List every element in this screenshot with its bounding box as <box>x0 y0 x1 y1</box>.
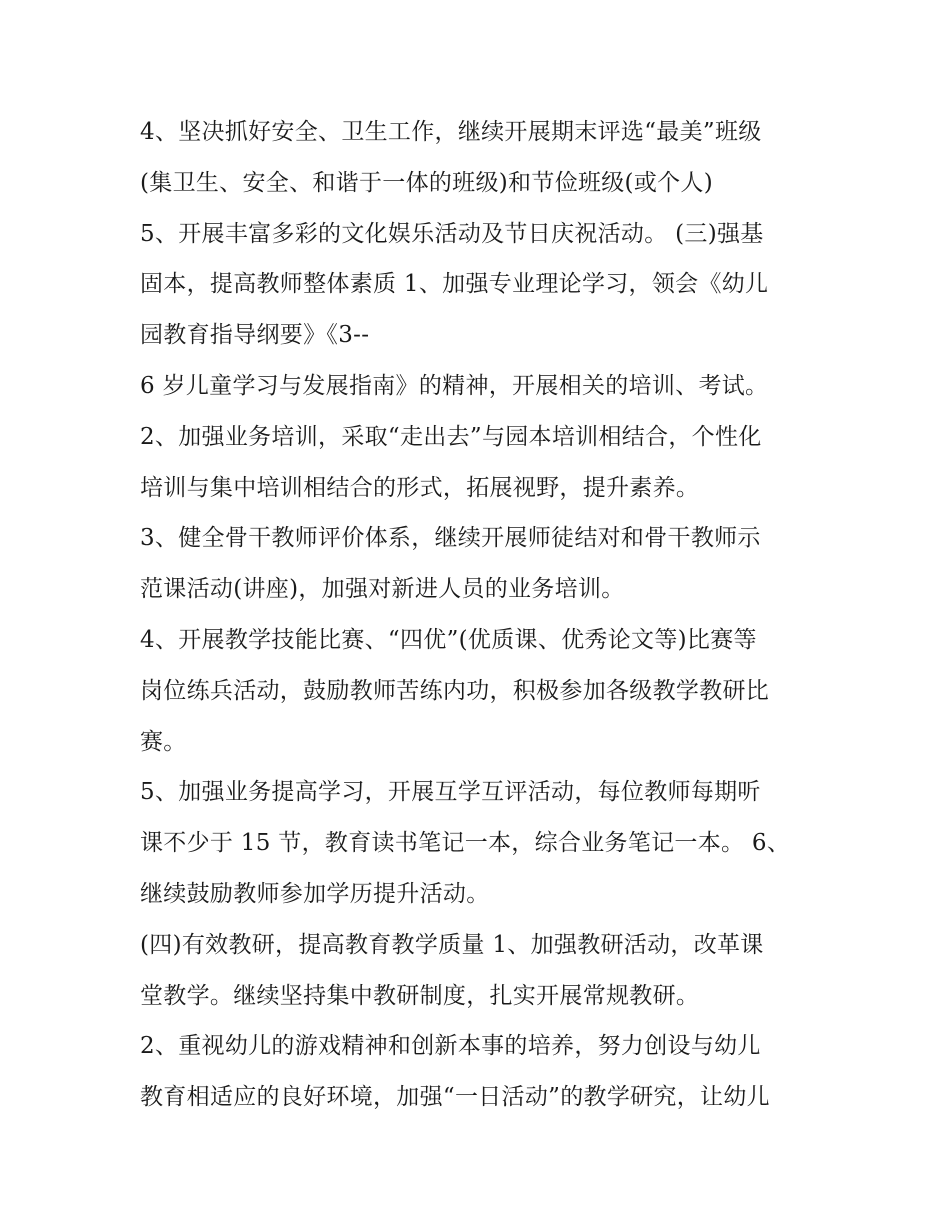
text-line: 培训与集中培训相结合的形式，拓展视野，提升素养。 <box>140 474 700 501</box>
text-line: 4、开展教学技能比赛、“四优”(优质课、优秀论文等)比赛等 <box>140 626 757 653</box>
text-line: 课不少于 15 节，教育读书笔记一本，综合业务笔记一本。 6、 <box>140 830 791 857</box>
text-line: 园教育指导纲要》《3-- <box>140 322 370 349</box>
text-line: (集卫生、安全、和谐于一体的班级)和节俭班级(或个人) <box>140 169 713 196</box>
text-line: 固本，提高教师整体素质 1、加强专业理论学习，领会《幼儿 <box>140 271 769 298</box>
text-line: 教育相适应的良好环境，加强“一日活动”的教学研究，让幼儿 <box>140 1084 770 1111</box>
text-line: 6 岁儿童学习与发展指南》的精神，开展相关的培训、考试。 <box>140 372 769 399</box>
text-line: 5、加强业务提高学习，开展互学互评活动，每位教师每期听 <box>140 779 761 806</box>
text-line: 3、健全骨干教师评价体系，继续开展师徒结对和骨干教师示 <box>140 525 761 552</box>
text-line: 范课活动(讲座)，加强对新进人员的业务培训。 <box>140 576 625 603</box>
text-line: 2、加强业务培训，采取“走出去”与园本培训相结合，个性化 <box>140 423 762 450</box>
text-line: 堂教学。继续坚持集中教研制度，扎实开展常规教研。 <box>140 982 700 1009</box>
text-line: 2、重视幼儿的游戏精神和创新本事的培养，努力创设与幼儿 <box>140 1033 761 1060</box>
text-line: 5、开展丰富多彩的文化娱乐活动及节日庆祝活动。 (三)强基 <box>140 220 764 247</box>
text-line: 继续鼓励教师参加学历提升活动。 <box>140 880 490 907</box>
body-text <box>140 107 830 1123</box>
text-line: 岗位练兵活动，鼓励教师苦练内功，积极参加各级教学教研比 <box>140 677 770 704</box>
text-line: 赛。 <box>140 728 187 755</box>
text-line: (四)有效教研，提高教育教学质量 1、加强教研活动，改革课 <box>140 931 764 958</box>
text-line: 4、坚决抓好安全、卫生工作，继续开展期末评选“最美”班级 <box>140 119 762 145</box>
